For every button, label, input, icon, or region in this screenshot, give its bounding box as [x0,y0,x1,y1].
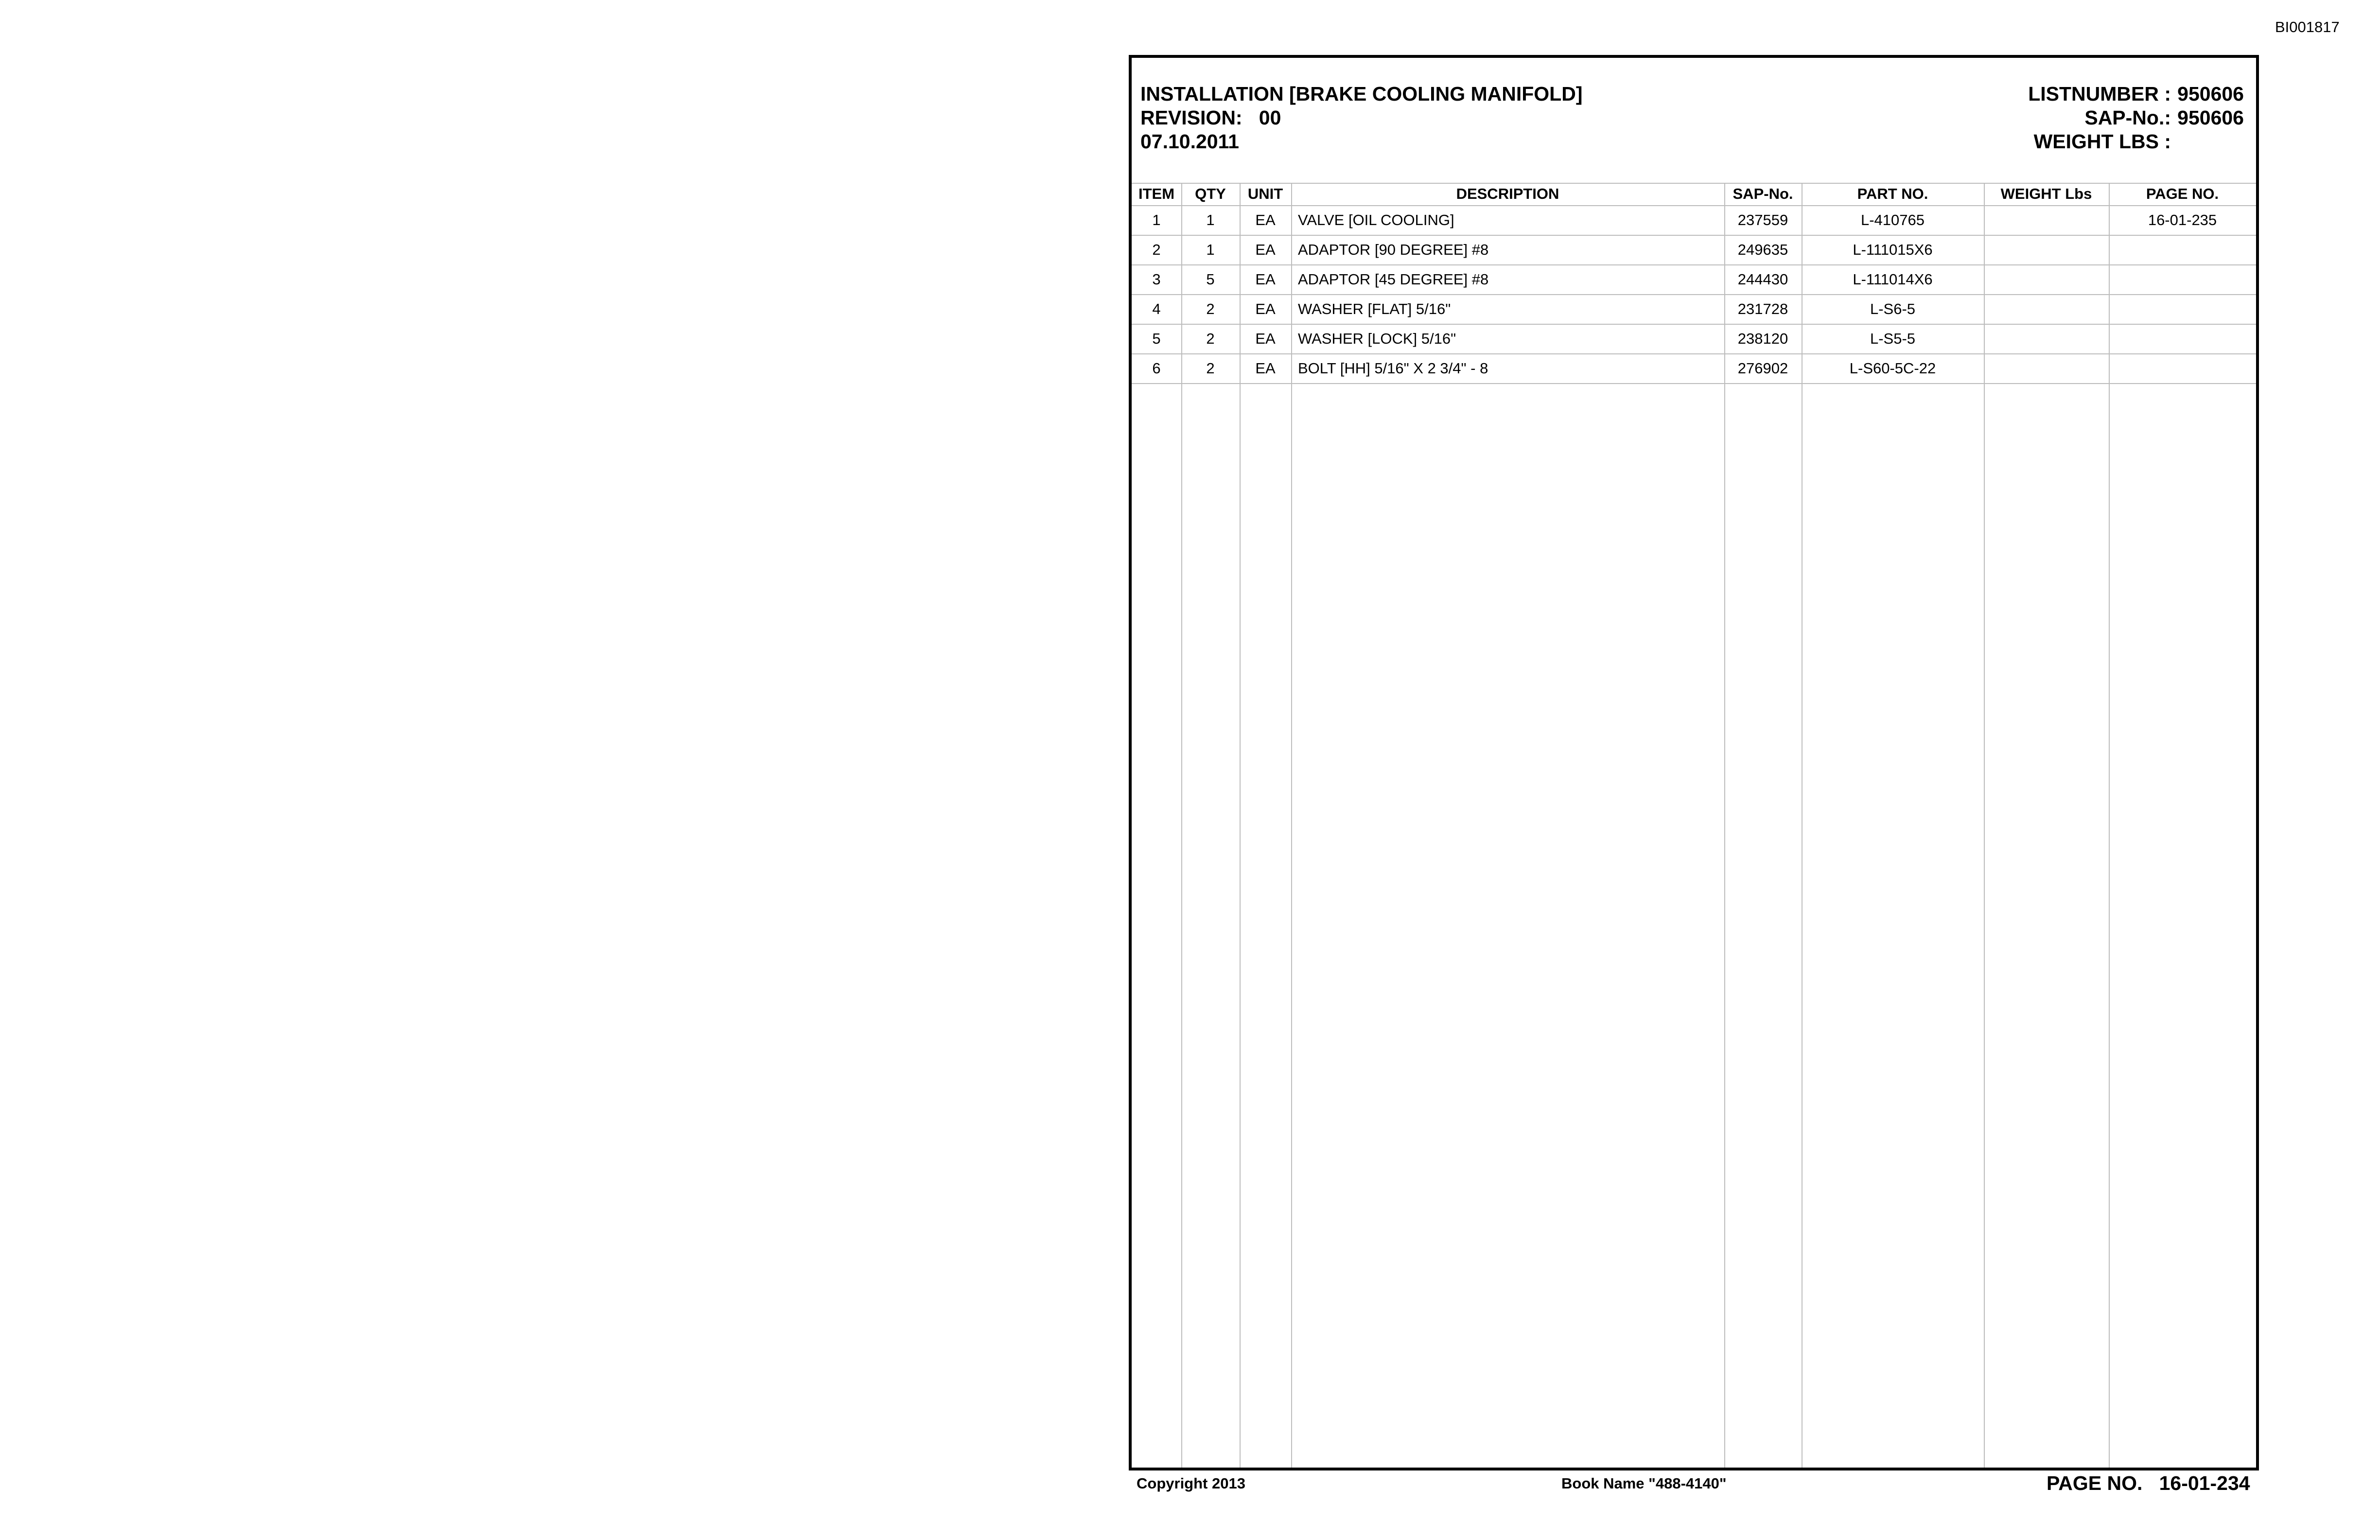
cell-page-no [2109,325,2256,353]
listnumber-value: 950606 [2177,83,2244,105]
column-header-page-no: PAGE NO. [2146,185,2219,202]
cell-description: VALVE [OIL COOLING] [1298,211,1454,228]
sap-label: SAP-No.: [2084,106,2171,129]
cell-unit: EA [1255,360,1276,377]
date-row [1140,130,1583,154]
cell-weight [1984,295,2109,323]
cell-description: BOLT [HH] 5/16" X 2 3/4" - 8 [1298,360,1488,377]
cell-sap-no: 238120 [1737,330,1788,347]
cell-unit: EA [1255,300,1276,317]
cell-sap-no: 276902 [1737,360,1788,377]
cell-qty: 1 [1206,241,1215,258]
cell-qty: 2 [1206,330,1215,347]
cell-weight [1984,354,2109,383]
assembly-title: INSTALLATION [BRAKE COOLING MANIFOLD] [1140,83,1583,105]
cell-page-no: 16-01-235 [2148,211,2217,228]
column-header-part-no: PART NO. [1857,185,1928,202]
cell-description: ADAPTOR [45 DEGREE] #8 [1298,271,1489,288]
cell-description: WASHER [LOCK] 5/16" [1298,330,1456,347]
cell-qty: 5 [1206,271,1215,288]
parts-list-sheet [1129,55,2259,1470]
page-number [2047,1472,2250,1495]
cell-part-no: L-S5-5 [1870,330,1916,347]
cell-unit: EA [1255,211,1276,228]
cell-sap-no: 244430 [1737,271,1788,288]
cell-description: WASHER [FLAT] 5/16" [1298,300,1451,317]
cell-item: 3 [1152,271,1161,288]
revision-date: 07.10.2011 [1140,130,1239,153]
cell-part-no: L-S6-5 [1870,300,1916,317]
revision-row [1140,106,1583,130]
cell-sap-no: 249635 [1737,241,1788,258]
header-left [1140,82,1583,154]
cell-page-no [2109,265,2256,294]
cell-page-no [2109,354,2256,383]
title-row [1140,82,1583,106]
cell-part-no: L-410765 [1860,211,1925,228]
sap-row [2028,106,2244,130]
row-rule [1132,383,2256,384]
cell-weight [1984,236,2109,264]
cell-item: 6 [1152,360,1161,377]
cell-sap-no: 237559 [1737,211,1788,228]
listnumber-label: LISTNUMBER : [2028,83,2171,105]
cell-page-no [2109,295,2256,323]
cell-weight [1984,325,2109,353]
column-header-weight: WEIGHT Lbs [2000,185,2092,202]
cell-weight [1984,206,2109,234]
column-header-unit: UNIT [1247,185,1283,202]
listnumber-row [2028,82,2244,106]
cell-part-no: L-S60-5C-22 [1849,360,1936,377]
cell-qty: 1 [1206,211,1215,228]
column-header-sap-no: SAP-No. [1732,185,1793,202]
parts-table [1132,183,2256,1468]
copyright: Copyright 2013 [1137,1475,1245,1492]
weight-row [2028,130,2244,154]
cell-part-no: L-111014X6 [1853,271,1933,288]
header-right [2028,82,2244,154]
cell-item: 2 [1152,241,1161,258]
cell-part-no: L-111015X6 [1853,241,1933,258]
cell-unit: EA [1255,330,1276,347]
cell-unit: EA [1255,271,1276,288]
cell-sap-no: 231728 [1737,300,1788,317]
cell-qty: 2 [1206,300,1215,317]
column-header-item: ITEM [1138,185,1175,202]
cell-item: 1 [1152,211,1161,228]
weight-value [2171,130,2244,154]
revision-label: REVISION: [1140,106,1242,129]
cell-qty: 2 [1206,360,1215,377]
book-name: Book Name "488-4140" [1561,1475,1727,1492]
revision-value: 00 [1259,106,1281,129]
page-number-label: PAGE NO. [2047,1472,2143,1494]
document-id: BI001817 [2275,18,2340,35]
sap-value: 950606 [2177,106,2244,129]
cell-item: 5 [1152,330,1161,347]
cell-page-no [2109,236,2256,264]
cell-description: ADAPTOR [90 DEGREE] #8 [1298,241,1489,258]
cell-item: 4 [1152,300,1161,317]
column-header-qty: QTY [1195,185,1226,202]
cell-unit: EA [1255,241,1276,258]
column-header-description: DESCRIPTION [1456,185,1559,202]
cell-weight [1984,265,2109,294]
weight-label: WEIGHT LBS : [2033,130,2171,153]
page-number-value: 16-01-234 [2159,1472,2250,1494]
